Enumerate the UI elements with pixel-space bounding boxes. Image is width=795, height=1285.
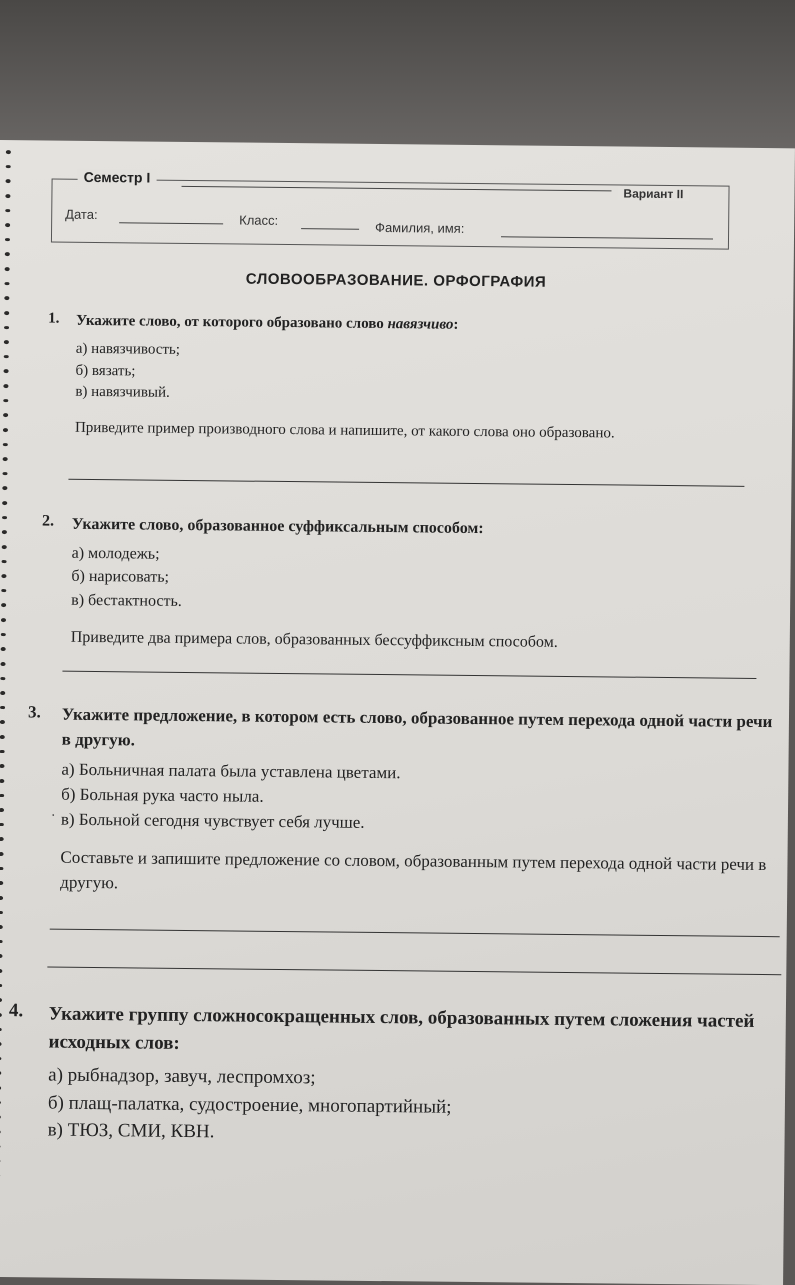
semester-label: Семестр I — [78, 169, 157, 186]
name-label: Фамилия, имя: — [375, 219, 465, 236]
option-a[interactable]: а) навязчивость; — [75, 340, 181, 358]
option-c[interactable]: в) Больной сегодня чувствует себя лучше. — [60, 809, 365, 832]
option-b[interactable]: б) нарисовать; — [71, 568, 170, 587]
task-text: Составьте и запишите предложение со словом, образованным путем перехода одной части речи в другую. — [60, 847, 767, 893]
question-text: Укажите группу сложносокращенных слов, образованных путем сложения частей исходных слов: — [48, 1003, 755, 1054]
option-a[interactable]: а) молодежь; — [71, 544, 160, 563]
option-c[interactable]: в) бестактность. — [71, 591, 182, 610]
variant-label: Вариант II — [617, 186, 689, 201]
question-number: 3. — [27, 702, 41, 722]
question-text: Укажите предложение, в котором есть слово, образованное путем перехода одной части речи в другую. — [61, 704, 773, 750]
page-title: СЛОВООБРАЗОВАНИЕ. ОРФОГРАФИЯ — [245, 270, 547, 291]
answer-line[interactable] — [50, 929, 780, 938]
answer-line[interactable] — [47, 967, 781, 976]
background-table — [0, 0, 795, 160]
date-label: Дата: — [65, 206, 98, 223]
option-b[interactable]: б) Больная рука часто ныла. — [61, 784, 264, 806]
spiral-binding-holes — [0, 150, 20, 1250]
question-number: 2. — [41, 512, 55, 530]
question-4 — [8, 1000, 788, 1152]
task-text: Приведите два примера слов, образованных бессуффиксным способом. — [70, 628, 558, 651]
question-text: Укажите слово, от которого образовано слово навязчиво: — [76, 312, 459, 333]
option-b[interactable]: б) плащ-палатка, судостроение, многопартийный; — [47, 1092, 452, 1118]
question-text: Укажите слово, образованное суффиксальным способом: — [71, 515, 484, 538]
answer-line[interactable] — [62, 671, 756, 679]
class-label: Класс: — [239, 212, 279, 228]
question-keyword: навязчиво — [387, 316, 454, 333]
question-2 — [41, 512, 762, 656]
pencil-mark: · — [50, 808, 56, 824]
question-3 — [27, 702, 782, 903]
question-1 — [48, 310, 756, 447]
question-number: 4. — [8, 1000, 24, 1022]
option-c[interactable]: в) ТЮЗ, СМИ, КВН. — [47, 1119, 215, 1143]
question-number: 1. — [48, 310, 60, 327]
answer-line[interactable] — [68, 479, 744, 487]
option-a[interactable]: а) Больничная палата была уставлена цветами. — [61, 759, 401, 783]
option-c[interactable]: в) навязчивый. — [75, 384, 170, 402]
option-a[interactable]: а) рыбнадзор, завуч, леспромхоз; — [48, 1064, 316, 1089]
task-text: Приведите пример производного слова и напишите, от какого слова оно образовано. — [74, 419, 615, 442]
option-b[interactable]: б) вязать; — [75, 362, 136, 379]
worksheet-page — [0, 140, 795, 1285]
